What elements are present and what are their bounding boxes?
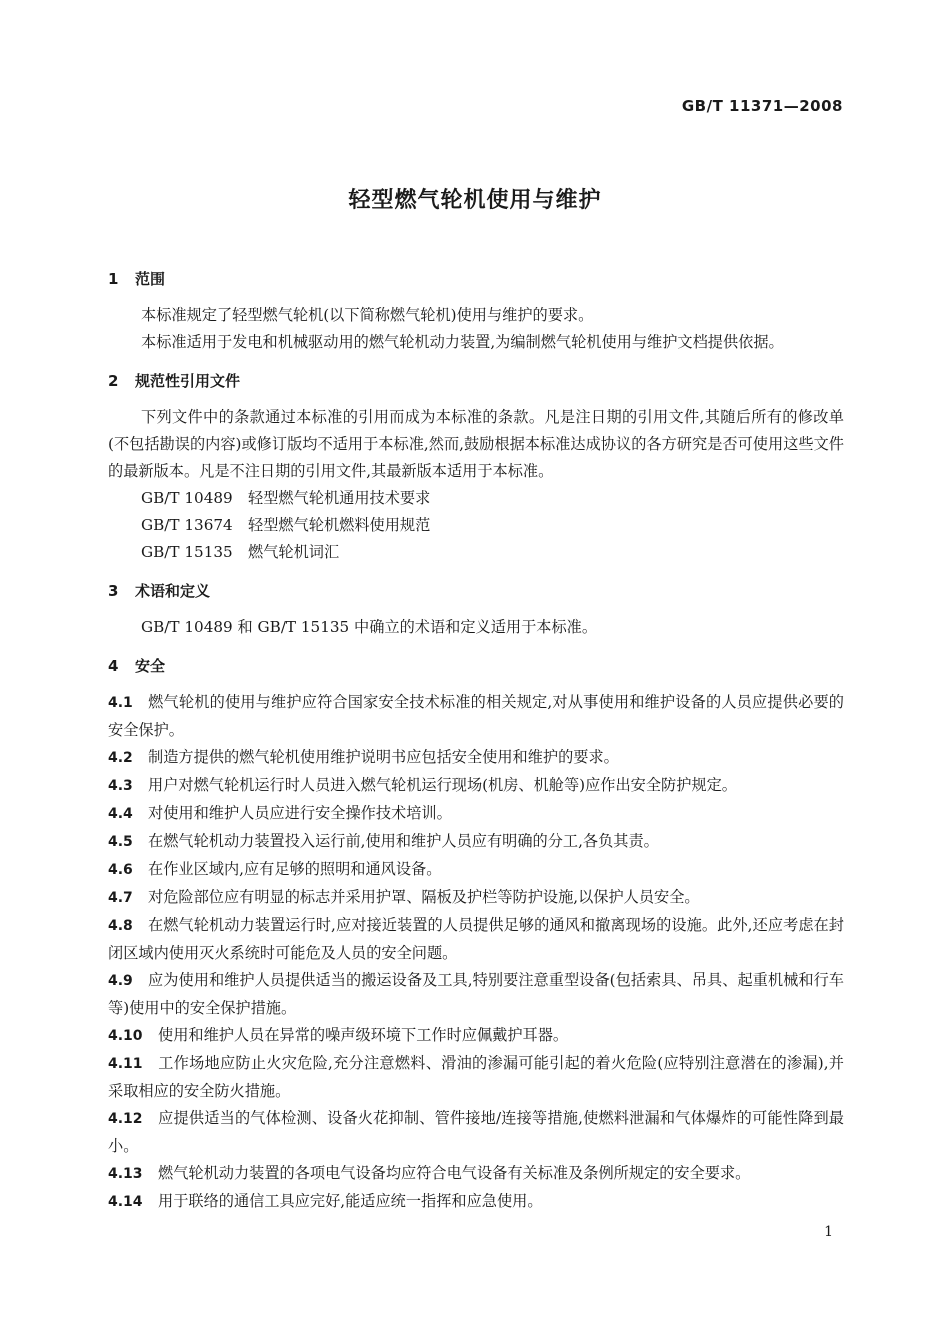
reference-code: GB/T 15135	[141, 543, 233, 561]
clause	[108, 856, 844, 884]
clause-number: 4.8	[108, 918, 133, 934]
section-number: 3	[108, 582, 119, 600]
clause-number: 4.10	[108, 1028, 143, 1044]
clause-number: 4.3	[108, 778, 133, 794]
clause-text: 对危险部位应有明显的标志并采用护罩、隔板及护栏等防护设施,以保护人员安全。	[148, 888, 700, 906]
clause-number: 4.11	[108, 1056, 143, 1072]
standard-code: GB/T 11371—2008	[681, 97, 843, 115]
section-title: 术语和定义	[135, 582, 211, 600]
clause-number: 4.7	[108, 890, 133, 906]
clause	[108, 828, 844, 856]
clause	[108, 1022, 844, 1050]
reference-code: GB/T 13674	[141, 516, 233, 534]
document-title: 轻型燃气轮机使用与维护	[348, 188, 602, 213]
clause	[108, 1188, 844, 1216]
section-title: 范围	[135, 270, 166, 288]
reference-item	[108, 485, 844, 512]
section-number: 1	[108, 270, 119, 288]
clause-text: 在作业区域内,应有足够的照明和通风设备。	[148, 860, 442, 878]
scope-paragraph-1: 本标准规定了轻型燃气轮机(以下简称燃气轮机)使用与维护的要求。	[141, 306, 594, 324]
references-paragraph: 下列文件中的条款通过本标准的引用而成为本标准的条款。凡是注日期的引用文件,其随后所有的修改单(不包括勘误的内容)或修订版均不适用于本标准,然而,鼓励根据本标准达成协议的各方研究是否可使用这些文件的最新版本。凡是不注日期的引用文件,其最新版本适用于本标准。	[108, 408, 844, 480]
clause-text: 工作场地应防止火灾危险,充分注意燃料、滑油的渗漏可能引起的着火危险(应特别注意潜在的渗漏),并采取相应的安全防火措施。	[108, 1054, 844, 1100]
clause	[108, 744, 844, 772]
reference-name: 轻型燃气轮机通用技术要求	[248, 489, 431, 507]
clause-text: 在燃气轮机动力装置投入运行前,使用和维护人员应有明确的分工,各负其责。	[148, 832, 659, 850]
clause	[108, 884, 844, 912]
reference-name: 轻型燃气轮机燃料使用规范	[248, 516, 431, 534]
clause-text: 应提供适当的气体检测、设备火花抑制、管件接地/连接等措施,使燃料泄漏和气体爆炸的可能性降到最小。	[108, 1109, 844, 1155]
section-heading-terms	[108, 578, 844, 605]
reference-code: GB/T 10489	[141, 489, 233, 507]
clause-text: 燃气轮机的使用与维护应符合国家安全技术标准的相关规定,对从事使用和维护设备的人员应提供必要的安全保护。	[108, 693, 844, 739]
clause	[108, 912, 844, 967]
clause-number: 4.2	[108, 750, 133, 766]
clause	[108, 1050, 844, 1105]
clause-text: 应为使用和维护人员提供适当的搬运设备及工具,特别要注意重型设备(包括索具、吊具、起重机械和行车等)使用中的安全保护措施。	[108, 971, 844, 1017]
clause-text: 制造方提供的燃气轮机使用维护说明书应包括安全使用和维护的要求。	[148, 748, 619, 766]
clause-text: 使用和维护人员在异常的噪声级环境下工作时应佩戴护耳器。	[158, 1026, 569, 1044]
section-title: 安全	[135, 657, 166, 675]
terms-paragraph: GB/T 10489 和 GB/T 15135 中确立的术语和定义适用于本标准。	[141, 618, 598, 636]
clause-number: 4.1	[108, 695, 133, 711]
section-heading-safety	[108, 653, 844, 680]
clause-text: 在燃气轮机动力装置运行时,应对接近装置的人员提供足够的通风和撤离现场的设施。此外,还应考虑在封闭区域内使用灭火系统时可能危及人员的安全问题。	[108, 916, 844, 962]
clause-number: 4.12	[108, 1111, 143, 1127]
reference-item	[108, 539, 844, 566]
clause	[108, 1105, 844, 1160]
clause-number: 4.9	[108, 973, 133, 989]
page-number: 1	[824, 1224, 833, 1240]
clause	[108, 772, 844, 800]
clause-text: 用户对燃气轮机运行时人员进入燃气轮机运行现场(机房、机舱等)应作出安全防护规定。	[148, 776, 737, 794]
clause-number: 4.5	[108, 834, 133, 850]
clause	[108, 1160, 844, 1188]
clause-number: 4.14	[108, 1194, 143, 1210]
clause	[108, 967, 844, 1022]
clause-text: 对使用和维护人员应进行安全操作技术培训。	[148, 804, 452, 822]
clause	[108, 689, 844, 744]
clause-number: 4.6	[108, 862, 133, 878]
clause-number: 4.4	[108, 806, 133, 822]
document-body	[108, 266, 844, 1216]
clause-number: 4.13	[108, 1166, 143, 1182]
section-heading-scope	[108, 266, 844, 293]
section-heading-normative-references	[108, 368, 844, 395]
clause-text: 燃气轮机动力装置的各项电气设备均应符合电气设备有关标准及条例所规定的安全要求。	[158, 1164, 751, 1182]
section-title: 规范性引用文件	[135, 372, 241, 390]
clause-text: 用于联络的通信工具应完好,能适应统一指挥和应急使用。	[158, 1192, 543, 1210]
section-number: 2	[108, 372, 119, 390]
reference-name: 燃气轮机词汇	[248, 543, 340, 561]
reference-item	[108, 512, 844, 539]
scope-paragraph-2: 本标准适用于发电和机械驱动用的燃气轮机动力装置,为编制燃气轮机使用与维护文档提供依据。	[141, 333, 784, 351]
section-number: 4	[108, 657, 119, 675]
clause	[108, 800, 844, 828]
